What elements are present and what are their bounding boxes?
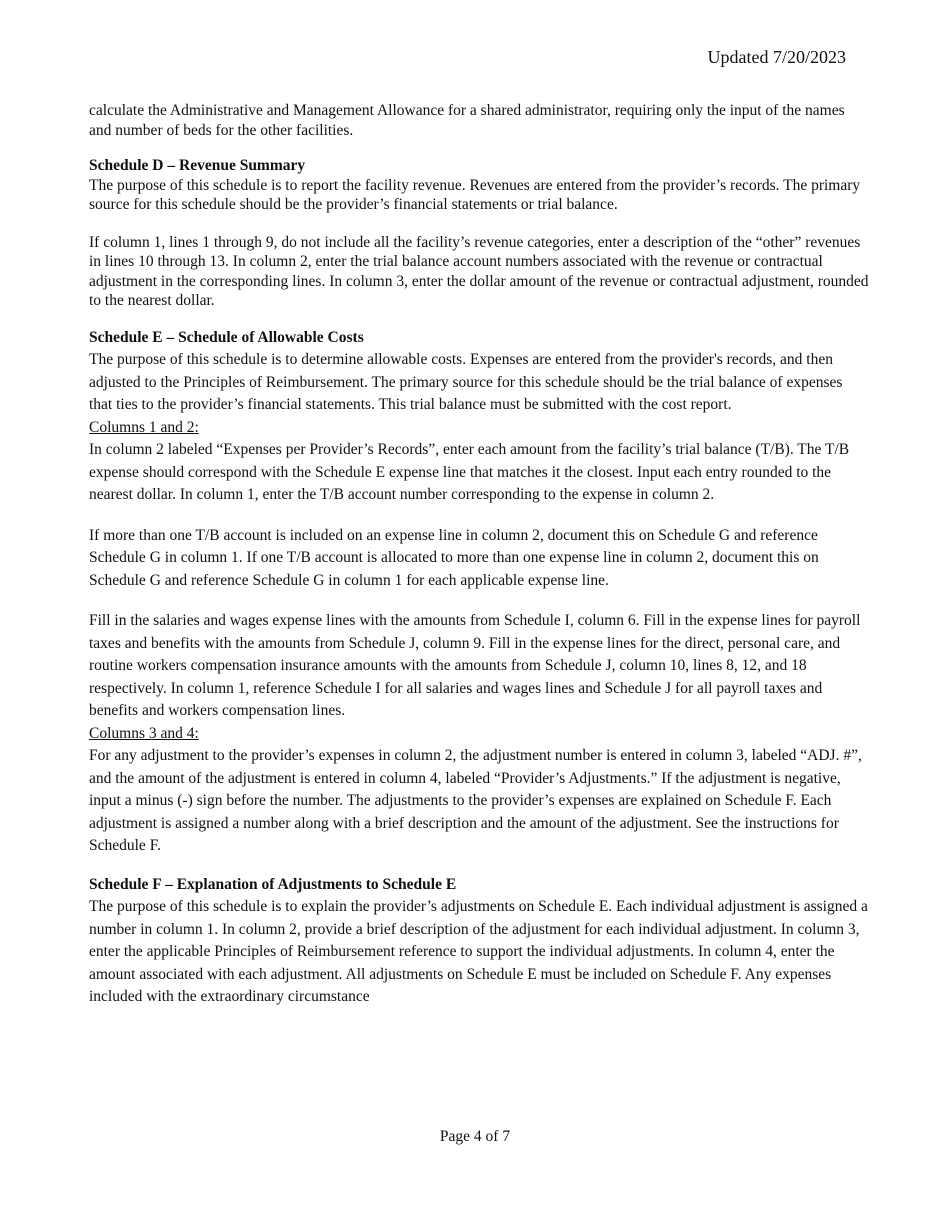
schedule-f-heading: Schedule F – Explanation of Adjustments to Schedule E [89, 875, 457, 893]
columns-1-2-paragraph-1: In column 2 labeled “Expenses per Provider’s Records”, enter each amount from the facility’s trial balance (T/B). The T/B expense should correspond with the Schedule E expense line that matches it the closest. Input each entry rounded to the nearest dollar. In column 1, enter the T/B account number corresponding to the expense in column 2. [89, 441, 850, 503]
document-body [89, 101, 869, 1009]
schedule-d-section [89, 156, 869, 311]
schedule-d-paragraph-2: If column 1, lines 1 through 9, do not include all the facility’s revenue categories, enter a description of the “other” revenues in lines 10 through 13. In column 2, enter the trial balance account numbers associated with the revenue or contractual adjustment in the corresponding lines. In column 3, enter the dollar amount of the revenue or contractual adjustment, rounded to the nearest dollar. [89, 233, 869, 309]
schedule-f-paragraph-1: The purpose of this schedule is to explain the provider’s adjustments on Schedule E. Each individual adjustment is assigned a number in column 1. In column 2, provide a brief description of the adjustment for each individual adjustment. In column 3, enter the applicable Principles of Reimbursement reference to support the individual adjustments. In column 4, enter the amount associated with each adjustment. All adjustments on Schedule E must be included on Schedule F. Any expenses included with the extraordinary circumstance [89, 898, 868, 1005]
schedule-e-heading: Schedule E – Schedule of Allowable Costs [89, 328, 364, 346]
columns-3-4-heading: Columns 3 and 4: [89, 724, 199, 742]
schedule-d-paragraph-1: The purpose of this schedule is to report the facility revenue. Revenues are entered from the provider’s records. The primary source for this schedule should be the provider’s financial statements or trial balance. [89, 176, 861, 213]
schedule-f-section [89, 874, 869, 1009]
updated-date: Updated 7/20/2023 [707, 47, 846, 67]
schedule-e-section [89, 327, 869, 858]
columns-1-2-heading: Columns 1 and 2: [89, 418, 199, 436]
columns-1-2-paragraph-2: If more than one T/B account is included on an expense line in column 2, document this on Schedule G and reference Schedule G in column 1. If one T/B account is allocated to more than one expense line in column 2, document this on Schedule G and reference Schedule G in column 1 for each applicable expense line. [89, 526, 819, 589]
page-number: Page 4 of 7 [439, 1128, 511, 1145]
columns-3-4-paragraph-1: For any adjustment to the provider’s expenses in column 2, the adjustment number is entered in column 3, labeled “ADJ. #”, and the amount of the adjustment is entered in column 4, labeled “Provider’s Adjustments.” If the adjustment is negative, input a minus (-) sign before the number. The adjustments to the provider’s expenses are explained on Schedule F. Each adjustment is assigned a number along with a brief description and the amount of the adjustment. See the instructions for Schedule F. [89, 747, 862, 854]
columns-1-2-paragraph-3: Fill in the salaries and wages expense lines with the amounts from Schedule I, column 6. Fill in the expense lines for payroll taxes and benefits with the amounts from Schedule J, column 9. Fill in the expense lines for the direct, personal care, and routine workers compensation insurance amounts with the amounts from Schedule J, column 10, lines 8, 12, and 18 respectively. In column 1, reference Schedule I for all salaries and wages lines and Schedule J for all payroll taxes and benefits and workers compensation lines. [89, 612, 861, 719]
schedule-d-heading: Schedule D – Revenue Summary [89, 157, 306, 174]
intro-paragraph: calculate the Administrative and Management Allowance for a shared administrator, requiring only the input of the names and number of beds for the other facilities. [89, 102, 845, 139]
schedule-e-paragraph-1: The purpose of this schedule is to determine allowable costs. Expenses are entered from the provider's records, and then adjusted to the Principles of Reimbursement. The primary source for this schedule should be the trial balance of expenses that ties to the provider’s financial statements. This trial balance must be submitted with the cost report. [89, 351, 843, 413]
